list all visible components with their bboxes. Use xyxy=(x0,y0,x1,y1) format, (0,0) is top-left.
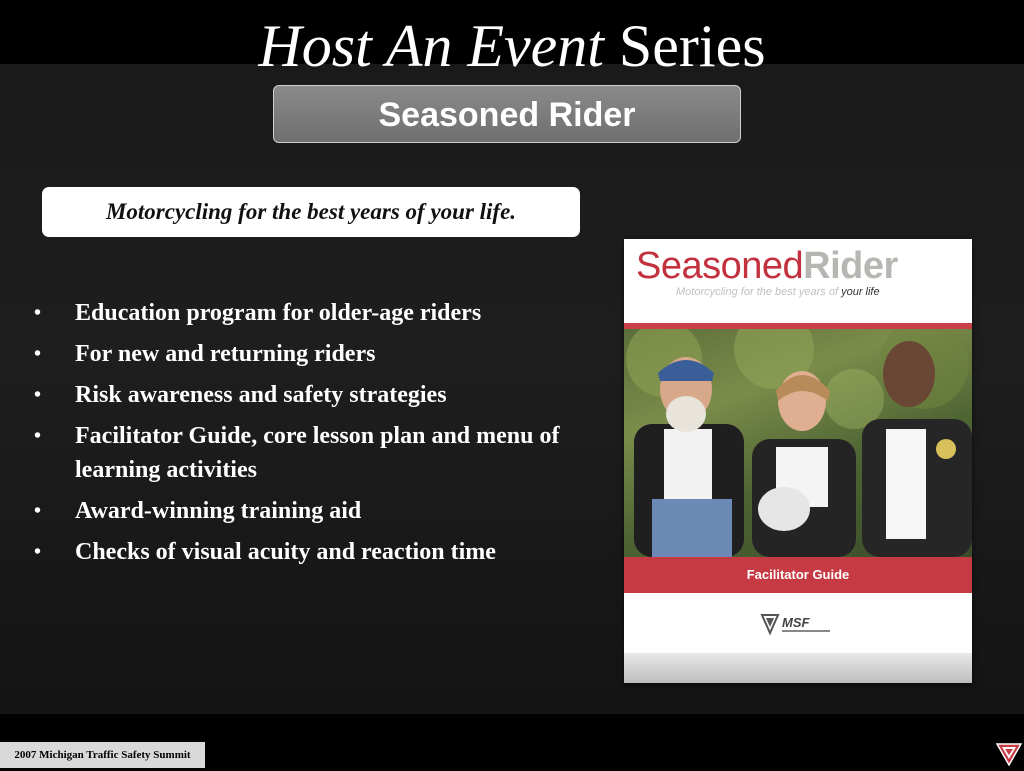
subtitle-text: Seasoned Rider xyxy=(378,96,636,134)
cover-tagline xyxy=(676,286,880,298)
bullet-item xyxy=(34,419,574,487)
subtitle-banner xyxy=(273,85,741,143)
bullet-item xyxy=(34,378,574,412)
tagline-text: Motorcycling for the best years of your life. xyxy=(105,199,517,224)
msf-cover-logo xyxy=(760,611,840,637)
slide-title-italic: Host An Event xyxy=(258,13,604,79)
bullet-list xyxy=(34,296,574,576)
slide-title-plain: Series xyxy=(618,13,766,79)
bullet-text: Risk awareness and safety strategies xyxy=(75,382,447,408)
bullet-text: For new and returning riders xyxy=(75,341,376,367)
bullet-item xyxy=(34,337,574,371)
cover-band-label: Facilitator Guide xyxy=(746,567,850,582)
bullet-text: Checks of visual acuity and reaction time xyxy=(75,539,496,565)
msf-logo-text: MSF xyxy=(782,615,810,630)
cover-tagline-light: Motorcycling for the best years of xyxy=(676,286,839,298)
bullet-dot: • xyxy=(34,302,42,324)
cover-title-part2: Rider xyxy=(803,245,898,287)
bullet-dot: • xyxy=(34,541,42,563)
footer-label: 2007 Michigan Traffic Safety Summit xyxy=(14,749,191,761)
riders-photo xyxy=(624,329,972,557)
bullet-text: Facilitator Guide, core lesson plan and menu of learning activities xyxy=(75,423,560,483)
bullet-item xyxy=(34,494,574,528)
cover-bottom-edge xyxy=(624,653,972,683)
cover-band xyxy=(624,557,972,593)
cover-title-part1: Seasoned xyxy=(636,245,804,287)
bullet-dot: • xyxy=(34,425,42,447)
bullet-dot: • xyxy=(34,500,42,522)
msf-logo-icon xyxy=(760,611,840,637)
msf-corner-logo-icon xyxy=(996,742,1022,766)
slide-title xyxy=(0,8,1024,84)
bullet-text: Education program for older-age riders xyxy=(75,300,482,326)
bullet-dot: • xyxy=(34,343,42,365)
footer-label-box xyxy=(0,742,205,768)
bullet-text: Award-winning training aid xyxy=(75,498,362,524)
bullet-dot: • xyxy=(34,384,42,406)
cover-tagline-dark: your life xyxy=(841,286,880,298)
facilitator-guide-cover-image xyxy=(624,239,972,683)
cover-title xyxy=(636,243,898,289)
tagline-box xyxy=(42,187,580,237)
bullet-item xyxy=(34,535,574,569)
riders-photo-illustration xyxy=(624,329,972,557)
msf-logo-icon xyxy=(996,742,1022,766)
bullet-item xyxy=(34,296,574,330)
